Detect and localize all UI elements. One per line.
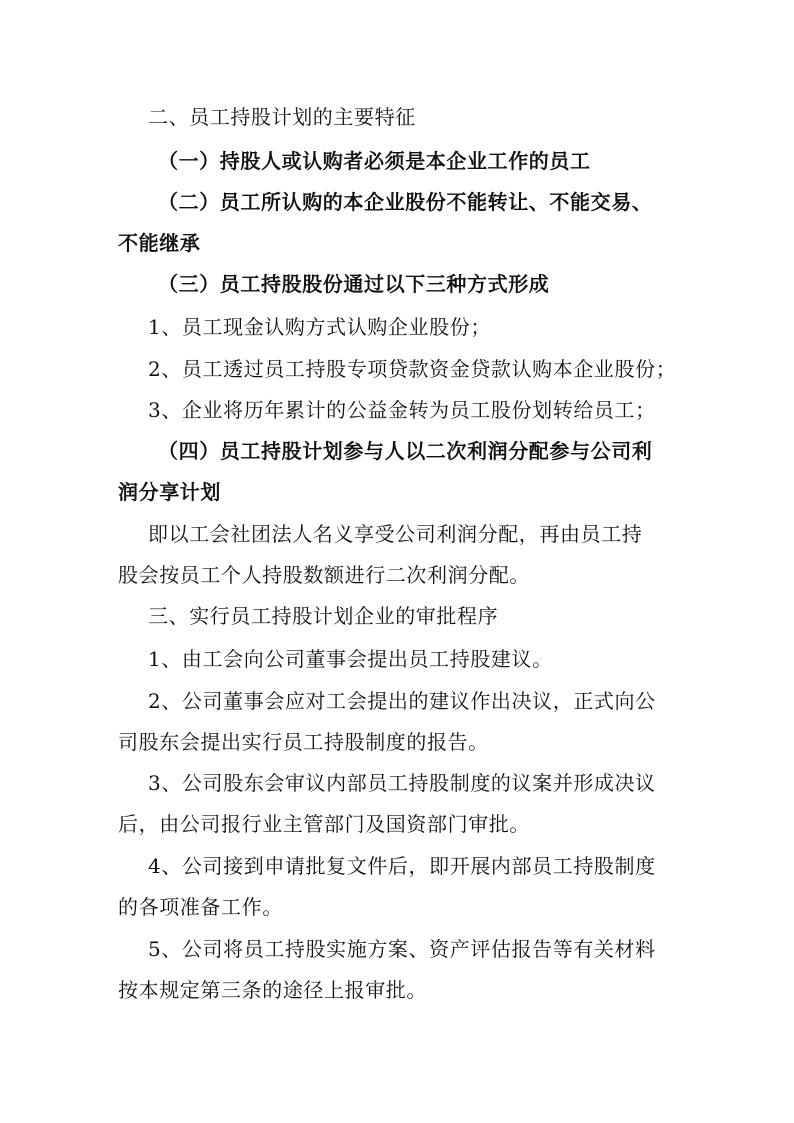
subheading-2-line2: 不能继承	[118, 231, 201, 255]
paragraph-1-line1: 即以工会社团法人名义享受公司利润分配，再由员工持	[148, 522, 643, 546]
subheading-4-line1: （四）员工持股计划参与人以二次利润分配参与公司利	[158, 439, 653, 463]
subheading-4-line2: 润分享计划	[118, 480, 221, 504]
step-3-line1: 3、公司股东会审议内部员工持股制度的议案并形成决议	[148, 771, 656, 795]
section-heading-3: 三、实行员工持股计划企业的审批程序	[148, 604, 499, 628]
step-4-line2: 的各项准备工作。	[118, 895, 283, 919]
step-5-line1: 5、公司将员工持股实施方案、资产评估报告等有关材料	[148, 937, 656, 961]
subheading-2-line1: （二）员工所认购的本企业股份不能转让、不能交易、	[158, 190, 653, 214]
list-item-3: 3、企业将历年累计的公益金转为员工股份划转给员工；	[148, 398, 656, 422]
paragraph-1-line2: 股会按员工个人持股数额进行二次利润分配。	[118, 563, 530, 587]
subheading-1: （一）持股人或认购者必须是本企业工作的员工	[158, 149, 591, 173]
list-item-2: 2、员工透过员工持股专项贷款资金贷款认购本企业股份；	[148, 357, 677, 381]
step-3-line2: 后，由公司报行业主管部门及国资部门审批。	[118, 812, 530, 836]
section-heading-2: 二、员工持股计划的主要特征	[148, 105, 416, 129]
step-4-line1: 4、公司接到申请批复文件后，即开展内部员工持股制度	[148, 854, 656, 878]
step-5-line2: 按本规定第三条的途径上报审批。	[118, 978, 427, 1002]
subheading-3: （三）员工持股股份通过以下三种方式形成	[158, 272, 550, 296]
step-1: 1、由工会向公司董事会提出员工持股建议。	[148, 647, 553, 671]
step-2-line2: 司股东会提出实行员工持股制度的报告。	[118, 730, 489, 754]
list-item-1: 1、员工现金认购方式认购企业股份；	[148, 315, 491, 339]
step-2-line1: 2、公司董事会应对工会提出的建议作出决议，正式向公	[148, 689, 656, 713]
